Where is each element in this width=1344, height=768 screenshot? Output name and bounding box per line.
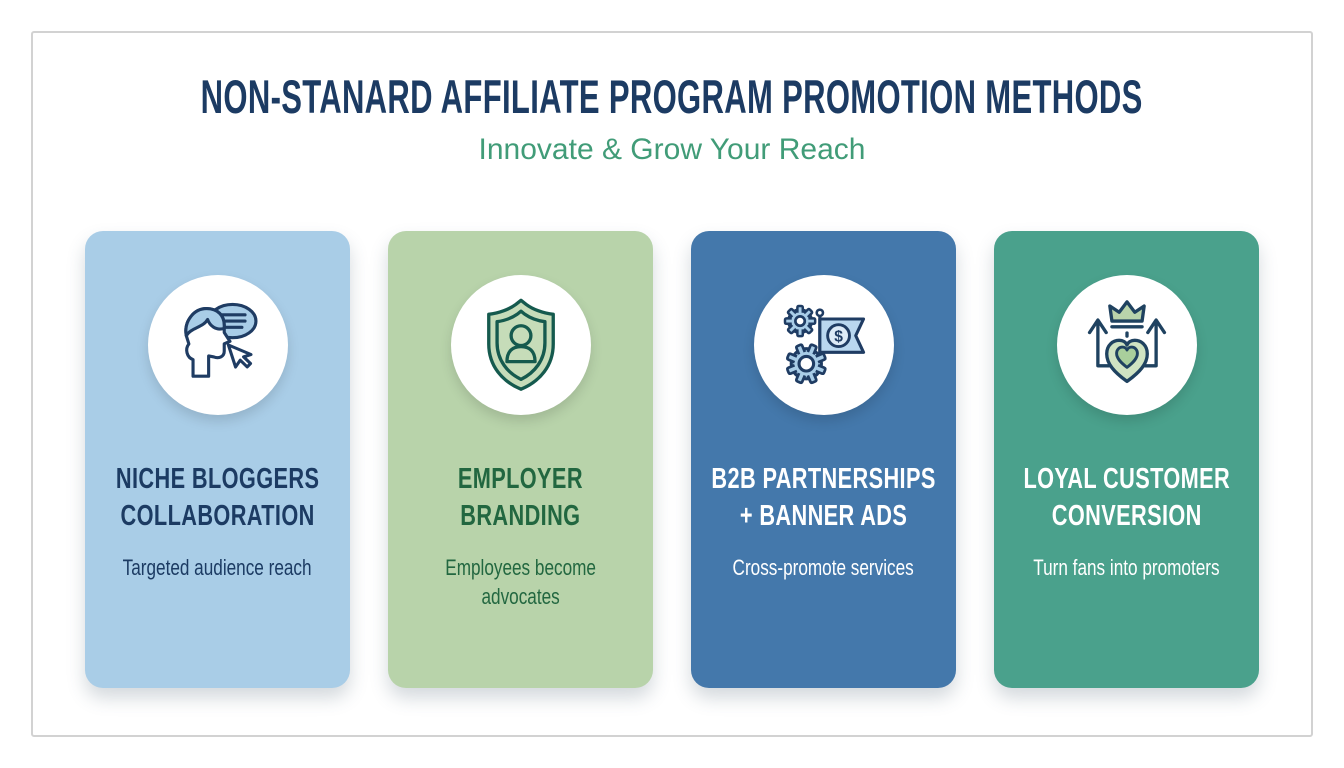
card-employer-branding: [388, 231, 653, 688]
icon-circle: [148, 275, 288, 415]
card-subtitle: Employees become advocates: [445, 554, 596, 609]
blogger-chat-cursor-icon: [166, 293, 270, 397]
page-title: NON-STANARD AFFILIATE PROGRAM PROMOTION METHODS: [200, 70, 1144, 123]
shield-user-icon: [469, 293, 573, 397]
card-title: EMPLOYER BRANDING: [457, 462, 584, 532]
card-subtitle: Turn fans into promoters: [1033, 554, 1220, 580]
card-title: NICHE BLOGGERS COLLABORATION: [115, 462, 320, 532]
card-title: LOYAL CUSTOMER CONVERSION: [1023, 462, 1230, 532]
infographic-frame: [31, 31, 1313, 737]
card-subtitle: Cross-promote services: [732, 554, 915, 580]
card-niche-bloggers-collaboration: [85, 231, 350, 688]
dollar-sign: $: [833, 328, 843, 346]
page-subtitle: Innovate & Grow Your Reach: [478, 132, 866, 166]
gears-dollar-banner-icon: [772, 293, 876, 397]
card-title: B2B PARTNERSHIPS + BANNER ADS: [711, 462, 936, 532]
card-b2b-partnerships-banner-ads: [691, 231, 956, 688]
icon-circle: [451, 275, 591, 415]
card-loyal-customer-conversion: [994, 231, 1259, 688]
header: [33, 33, 1311, 168]
card-subtitle: Targeted audience reach: [123, 554, 312, 580]
crown-heart-arrows-icon: [1075, 293, 1179, 397]
cards-row: [85, 231, 1259, 688]
icon-circle: [1057, 275, 1197, 415]
icon-circle: [754, 275, 894, 415]
